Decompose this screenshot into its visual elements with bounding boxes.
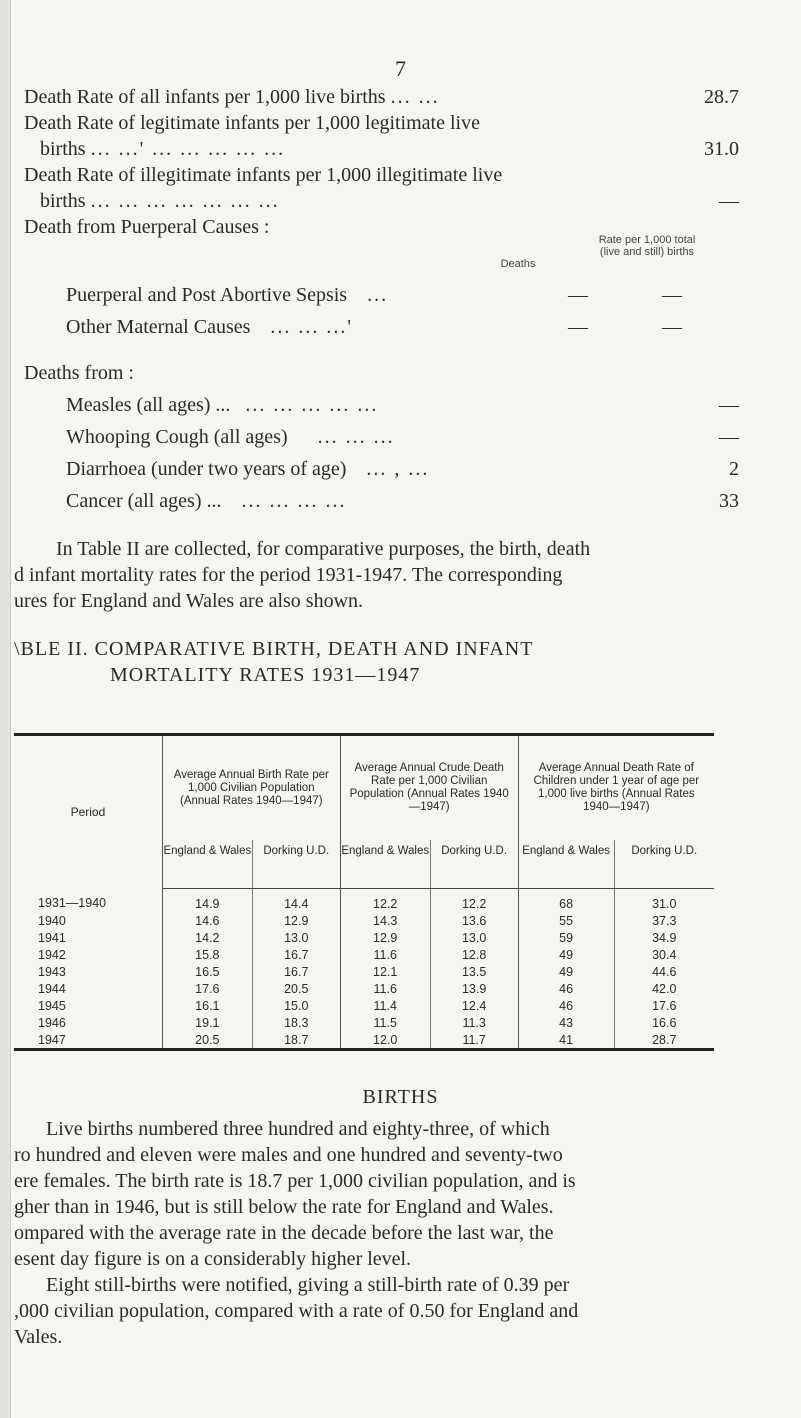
value-cell: 11.7	[430, 1031, 518, 1050]
infant-death-rate-group-header: Average Annual Death Rate of Children under 1 year of age per 1,000 live births (Annual Rates 1940—1947)	[518, 735, 714, 841]
value-cell: 30.4	[614, 946, 714, 963]
whooping-cough-label: Whooping Cough (all ages) ... ... ...	[66, 426, 395, 448]
value-cell: 55	[518, 912, 614, 929]
period-cell: 1944	[14, 980, 162, 997]
rate-legitimate-label-cont: births ... ...' ... ... ... ... ...	[40, 138, 286, 160]
table-row	[14, 1031, 714, 1050]
other-maternal-label: Other Maternal Causes ... ... ...'	[66, 316, 353, 338]
value-cell: 20.5	[162, 1031, 252, 1050]
rate-legitimate-value: 31.0	[704, 138, 739, 160]
rate-all-infants-label: Death Rate of all infants per 1,000 live births ... ...	[24, 86, 440, 108]
value-cell: 11.5	[340, 1014, 430, 1031]
birth-rate-group-header: Average Annual Birth Rate per 1,000 Civilian Population (Annual Rates 1940—1947)	[162, 735, 340, 841]
death-rate-group-header: Average Annual Crude Death Rate per 1,000 Civilian Population (Annual Rates 1940—1947)	[340, 735, 518, 841]
cancer-value: 33	[719, 490, 739, 512]
value-cell: 12.2	[430, 889, 518, 913]
value-cell: 11.4	[340, 997, 430, 1014]
cancer-label: Cancer (all ages) ... ... ... ... ...	[66, 490, 347, 512]
value-cell: 12.9	[340, 929, 430, 946]
value-cell: 13.0	[252, 929, 340, 946]
value-cell: 17.6	[162, 980, 252, 997]
value-cell: 12.0	[340, 1031, 430, 1050]
period-cell: 1942	[14, 946, 162, 963]
period-cell: 1947	[14, 1031, 162, 1050]
puerperal-heading: Death from Puerperal Causes :	[24, 216, 270, 238]
value-cell: 31.0	[614, 889, 714, 913]
value-cell: 17.6	[614, 997, 714, 1014]
value-cell: 19.1	[162, 1014, 252, 1031]
puerperal-sepsis-rate: —	[662, 284, 682, 306]
rate-all-infants-value: 28.7	[704, 86, 739, 108]
col-header-england-wales: England & Wales	[162, 840, 252, 889]
period-header: Period	[14, 735, 162, 889]
table-row	[14, 980, 714, 997]
births-p2-line: Vales.	[14, 1326, 63, 1348]
value-cell: 12.9	[252, 912, 340, 929]
value-cell: 14.2	[162, 929, 252, 946]
value-cell: 44.6	[614, 963, 714, 980]
diarrhoea-label: Diarrhoea (under two years of age) ... , ...	[66, 458, 430, 480]
value-cell: 16.7	[252, 963, 340, 980]
value-cell: 28.7	[614, 1031, 714, 1050]
births-p1-line: ompared with the average rate in the decade before the last war, the	[14, 1222, 554, 1244]
births-p1-line: ere females. The birth rate is 18.7 per 1,000 civilian population, and is	[14, 1170, 576, 1192]
whooping-cough-value: —	[719, 426, 739, 448]
value-cell: 12.4	[430, 997, 518, 1014]
births-p1-line: ro hundred and eleven were males and one hundred and seventy-two	[14, 1144, 563, 1166]
intro-line-2: d infant mortality rates for the period 1931-1947. The corresponding	[14, 564, 563, 586]
period-cell: 1946	[14, 1014, 162, 1031]
rate-illegitimate-label: Death Rate of illegitimate infants per 1,000 illegitimate live	[24, 164, 503, 186]
period-cell: 1931—1940	[14, 889, 162, 913]
other-maternal-deaths: —	[568, 316, 588, 338]
value-cell: 11.6	[340, 980, 430, 997]
measles-value: —	[719, 394, 739, 416]
puerperal-col-rate: Rate per 1,000 total (live and still) births	[598, 234, 696, 258]
rate-illegitimate-value: —	[719, 190, 739, 212]
value-cell: 37.3	[614, 912, 714, 929]
intro-line-3: ures for England and Wales are also shown.	[14, 590, 364, 612]
diarrhoea-value: 2	[729, 458, 739, 480]
period-cell: 1943	[14, 963, 162, 980]
value-cell: 16.7	[252, 946, 340, 963]
col-header-england-wales: England & Wales	[340, 840, 430, 889]
value-cell: 16.1	[162, 997, 252, 1014]
comparative-rates-table	[14, 733, 714, 1051]
births-paragraph-1	[14, 1116, 774, 1272]
table-row	[14, 889, 714, 913]
value-cell: 34.9	[614, 929, 714, 946]
col-header-dorking: Dorking U.D.	[252, 840, 340, 889]
rate-illegitimate-label-cont: births ... ... ... ... ... ... ...	[40, 190, 280, 212]
value-cell: 15.8	[162, 946, 252, 963]
value-cell: 46	[518, 997, 614, 1014]
table-row	[14, 997, 714, 1014]
table-row	[14, 929, 714, 946]
period-cell: 1941	[14, 929, 162, 946]
value-cell: 12.1	[340, 963, 430, 980]
births-p2-line: Eight still-births were notified, giving a still-birth rate of 0.39 per	[46, 1274, 570, 1296]
value-cell: 46	[518, 980, 614, 997]
value-cell: 20.5	[252, 980, 340, 997]
rate-legitimate-label: Death Rate of legitimate infants per 1,000 legitimate live	[24, 112, 480, 134]
col-header-dorking: Dorking U.D.	[430, 840, 518, 889]
value-cell: 12.2	[340, 889, 430, 913]
other-maternal-rate: —	[662, 316, 682, 338]
births-p2-line: ,000 civilian population, compared with a rate of 0.50 for England and	[14, 1300, 579, 1322]
value-cell: 18.3	[252, 1014, 340, 1031]
value-cell: 42.0	[614, 980, 714, 997]
value-cell: 13.0	[430, 929, 518, 946]
value-cell: 14.9	[162, 889, 252, 913]
value-cell: 11.6	[340, 946, 430, 963]
puerperal-sepsis-deaths: —	[568, 284, 588, 306]
value-cell: 11.3	[430, 1014, 518, 1031]
value-cell: 16.6	[614, 1014, 714, 1031]
puerperal-sepsis-label: Puerperal and Post Abortive Sepsis ...	[66, 284, 389, 306]
table-title-line-1: \BLE II. COMPARATIVE BIRTH, DEATH AND INFANT	[14, 638, 534, 660]
table-row	[14, 946, 714, 963]
value-cell: 41	[518, 1031, 614, 1050]
value-cell: 13.6	[430, 912, 518, 929]
value-cell: 49	[518, 963, 614, 980]
births-p1-line: gher than in 1946, but is still below the rate for England and Wales.	[14, 1196, 554, 1218]
births-p1-line: esent day figure is on a considerably higher level.	[14, 1248, 412, 1270]
table-row	[14, 963, 714, 980]
value-cell: 14.4	[252, 889, 340, 913]
col-header-dorking: Dorking U.D.	[614, 840, 714, 889]
value-cell: 14.6	[162, 912, 252, 929]
puerperal-col-deaths: Deaths	[500, 258, 536, 270]
page-number: 7	[395, 56, 406, 81]
births-p1-line: Live births numbered three hundred and eighty-three, of which	[46, 1118, 550, 1140]
value-cell: 16.5	[162, 963, 252, 980]
births-heading: BIRTHS	[362, 1086, 439, 1108]
deaths-from-heading: Deaths from :	[24, 362, 134, 384]
col-header-england-wales: England & Wales	[518, 840, 614, 889]
value-cell: 14.3	[340, 912, 430, 929]
table-row	[14, 1014, 714, 1031]
value-cell: 13.5	[430, 963, 518, 980]
value-cell: 59	[518, 929, 614, 946]
births-paragraph-2	[14, 1272, 774, 1350]
value-cell: 13.9	[430, 980, 518, 997]
period-cell: 1945	[14, 997, 162, 1014]
page-binding-edge	[0, 0, 11, 1418]
value-cell: 12.8	[430, 946, 518, 963]
table-row	[14, 912, 714, 929]
value-cell: 43	[518, 1014, 614, 1031]
value-cell: 15.0	[252, 997, 340, 1014]
value-cell: 49	[518, 946, 614, 963]
table-title-line-2: MORTALITY RATES 1931—1947	[110, 664, 421, 686]
measles-label: Measles (all ages) ... ... ... ... ... ...	[66, 394, 379, 416]
value-cell: 18.7	[252, 1031, 340, 1050]
value-cell: 68	[518, 889, 614, 913]
intro-line-1: In Table II are collected, for comparative purposes, the birth, death	[56, 538, 591, 560]
period-cell: 1940	[14, 912, 162, 929]
intro-paragraph	[14, 536, 774, 614]
